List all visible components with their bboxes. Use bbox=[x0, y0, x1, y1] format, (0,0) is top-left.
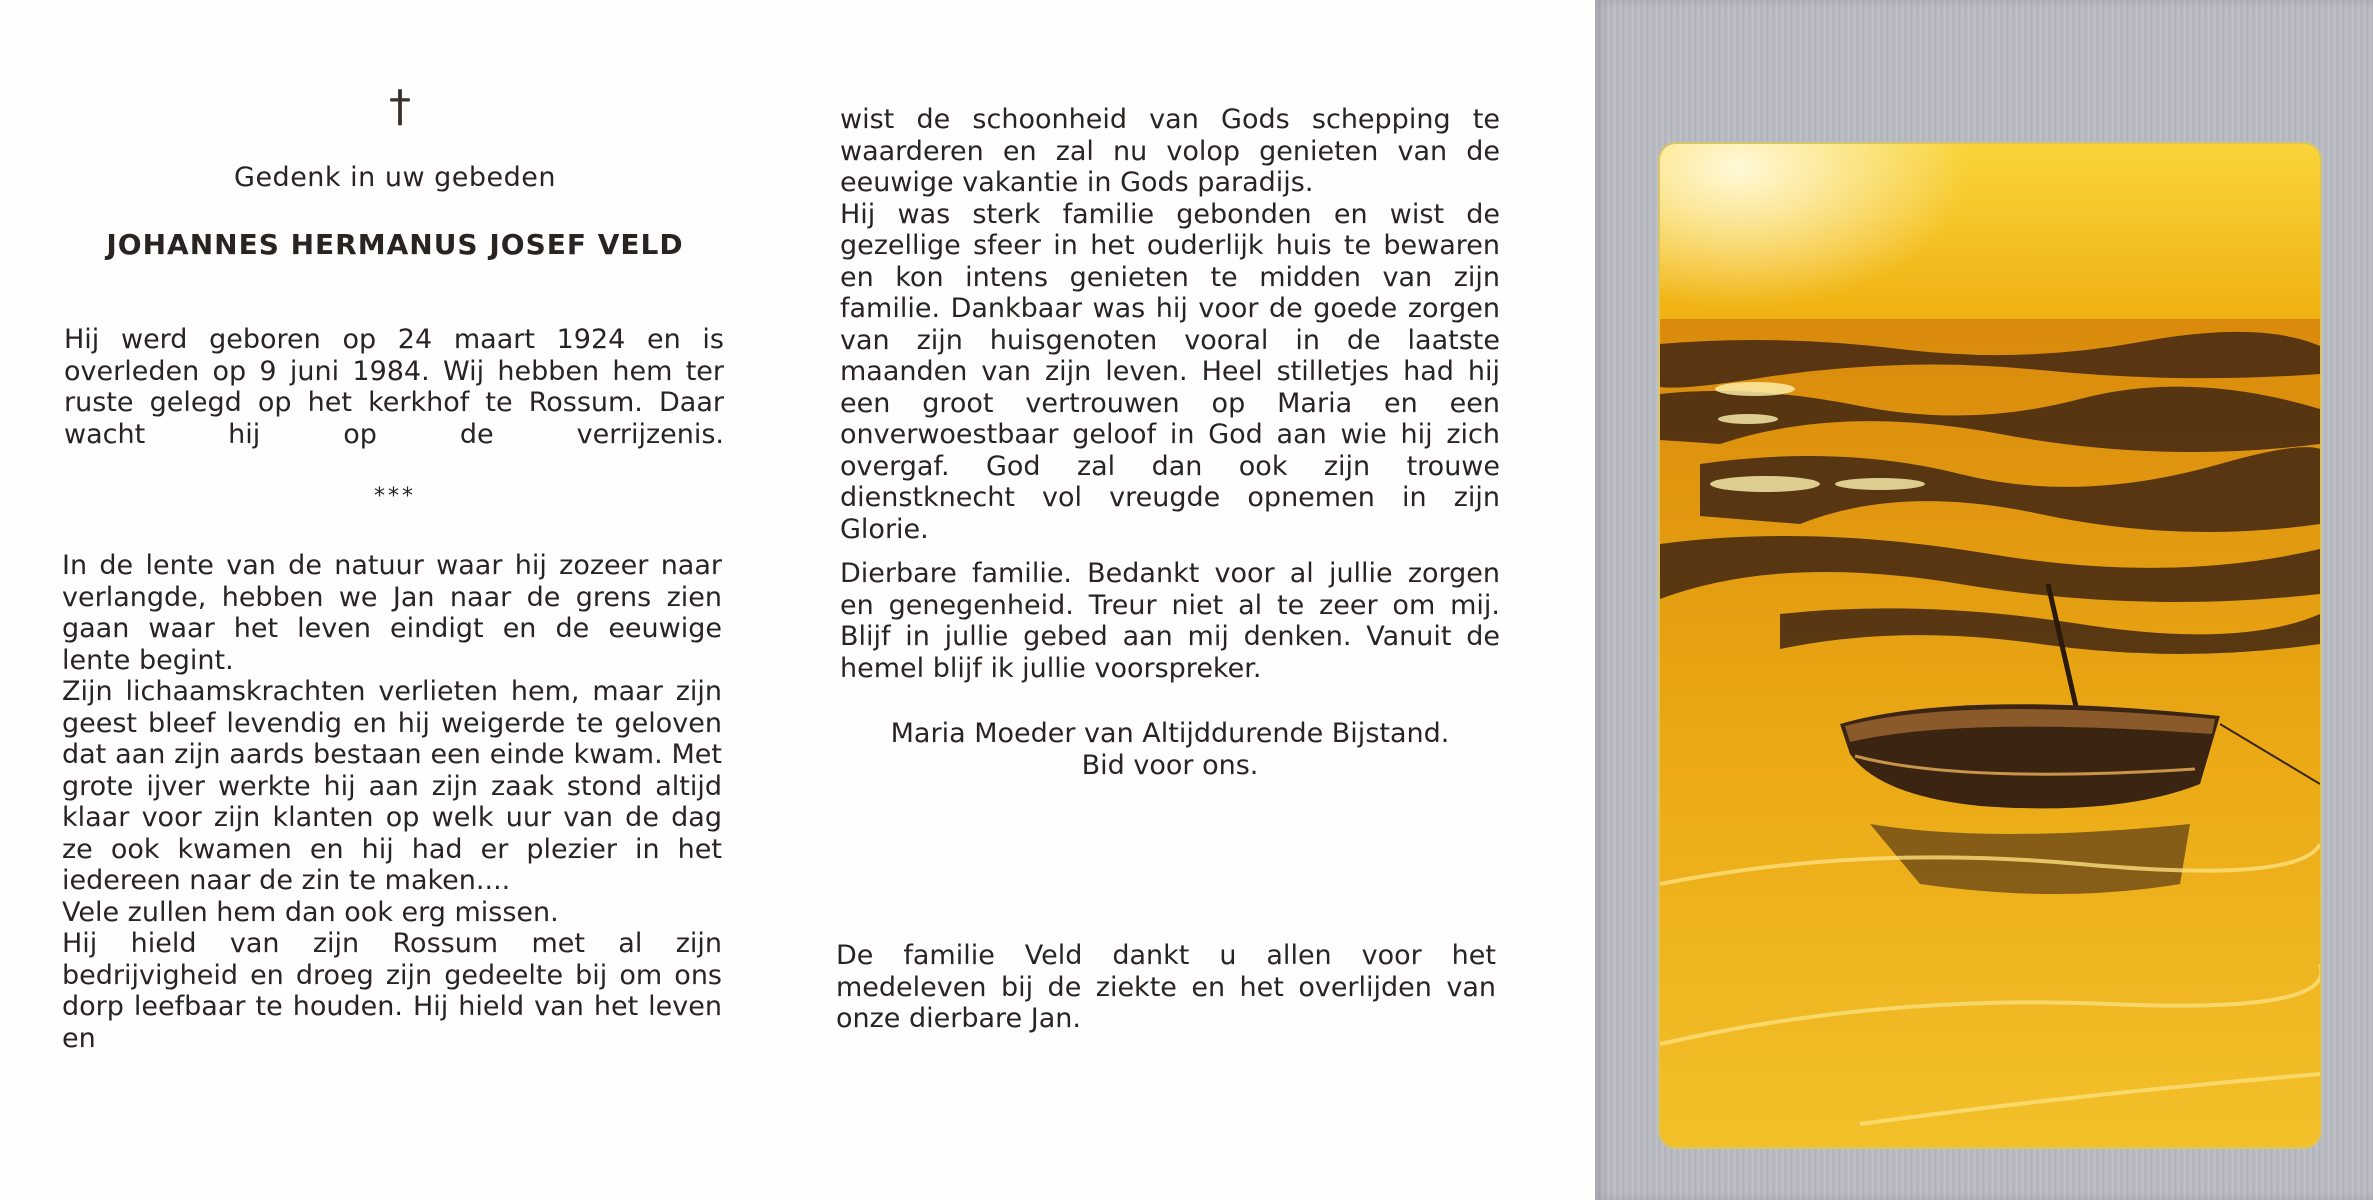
memorial-left-column bbox=[62, 550, 722, 1054]
deceased-name: JOHANNES HERMANUS JOSEF VELD bbox=[106, 228, 684, 261]
thanks-text: De familie Veld dankt u allen voor het medeleven bij de ziekte en het overlijden van onze dierbare Jan. bbox=[836, 940, 1496, 1034]
sunset-boat-illustration bbox=[1660, 144, 2320, 1147]
paragraph-spring: In de lente van de natuur waar hij zozeer naar verlangde, hebben we Jan naar de grens zien gaan waar het leven eindigt en de eeuwige lente begint. bbox=[62, 550, 722, 676]
sunset-boat-photo bbox=[1658, 142, 2322, 1149]
farewell-block bbox=[840, 558, 1500, 684]
prayer-block bbox=[840, 718, 1500, 782]
remember-heading: Gedenk in uw gebeden bbox=[234, 162, 556, 193]
separator: *** bbox=[374, 484, 416, 509]
paragraph-creation: wist de schoonheid van Gods schepping te waarderen en zal nu volop genieten van de eeuwige vakantie in Gods paradijs. bbox=[840, 104, 1500, 198]
card-picture-side bbox=[1595, 0, 2373, 1200]
paragraph-missed: Vele zullen hem dan ook erg missen. bbox=[62, 896, 559, 928]
thanks-block bbox=[836, 940, 1496, 1035]
memorial-middle-column bbox=[840, 104, 1500, 545]
paragraph-strength: Zijn lichaamskrachten verlieten hem, maar zijn geest bleef levendig en hij weigerde te geloven dat aan zijn aards bestaan een einde kwam. Met grote ijver werkte hij aan zijn zaak stond altijd klaar voor zijn klanten op welk uur van de dag ze ook kwamen en hij had er plezier in het iedereen naar de zin te maken.... bbox=[62, 676, 722, 896]
farewell-text: Dierbare familie. Bedankt voor al jullie zorgen en genegenheid. Treur niet al te zeer om mij. Blijf in jullie gebed aan mij denken. Vanuit de hemel blijf ik jullie voorspreker. bbox=[840, 558, 1500, 684]
intro-text: Hij werd geboren op 24 maart 1924 en is overleden op 9 juni 1984. Wij hebben hem ter ruste gelegd op het kerkhof te Rossum. Daar wacht hij op de verrijzenis. bbox=[64, 324, 724, 450]
prayer-line-1: Maria Moeder van Altijddurende Bijstand. bbox=[890, 718, 1450, 749]
intro-block bbox=[64, 324, 724, 450]
cross-icon: † bbox=[389, 81, 411, 132]
paragraph-family: Hij was sterk familie gebonden en wist de gezellige sfeer in het ouderlijk huis te bewaren en kon intens genieten te midden van zijn familie. Dankbaar was hij voor de goede zorgen van zijn huisgenoten vooral in de laatste maanden van zijn leven. Heel stilletjes had hij een groot vertrouwen op Maria en een onverwoestbaar geloof in God aan wie hij zich overgaf. God zal dan ook zijn trouwe dienstknecht vol vreugde opnemen in zijn Glorie. bbox=[840, 198, 1500, 545]
paragraph-rossum: Hij hield van zijn Rossum met al zijn bedrijvigheid en droeg zijn gedeelte bij om ons dorp leefbaar te houden. Hij hield van het leven en bbox=[62, 928, 722, 1054]
prayer-line-2: Bid voor ons. bbox=[1081, 750, 1259, 781]
